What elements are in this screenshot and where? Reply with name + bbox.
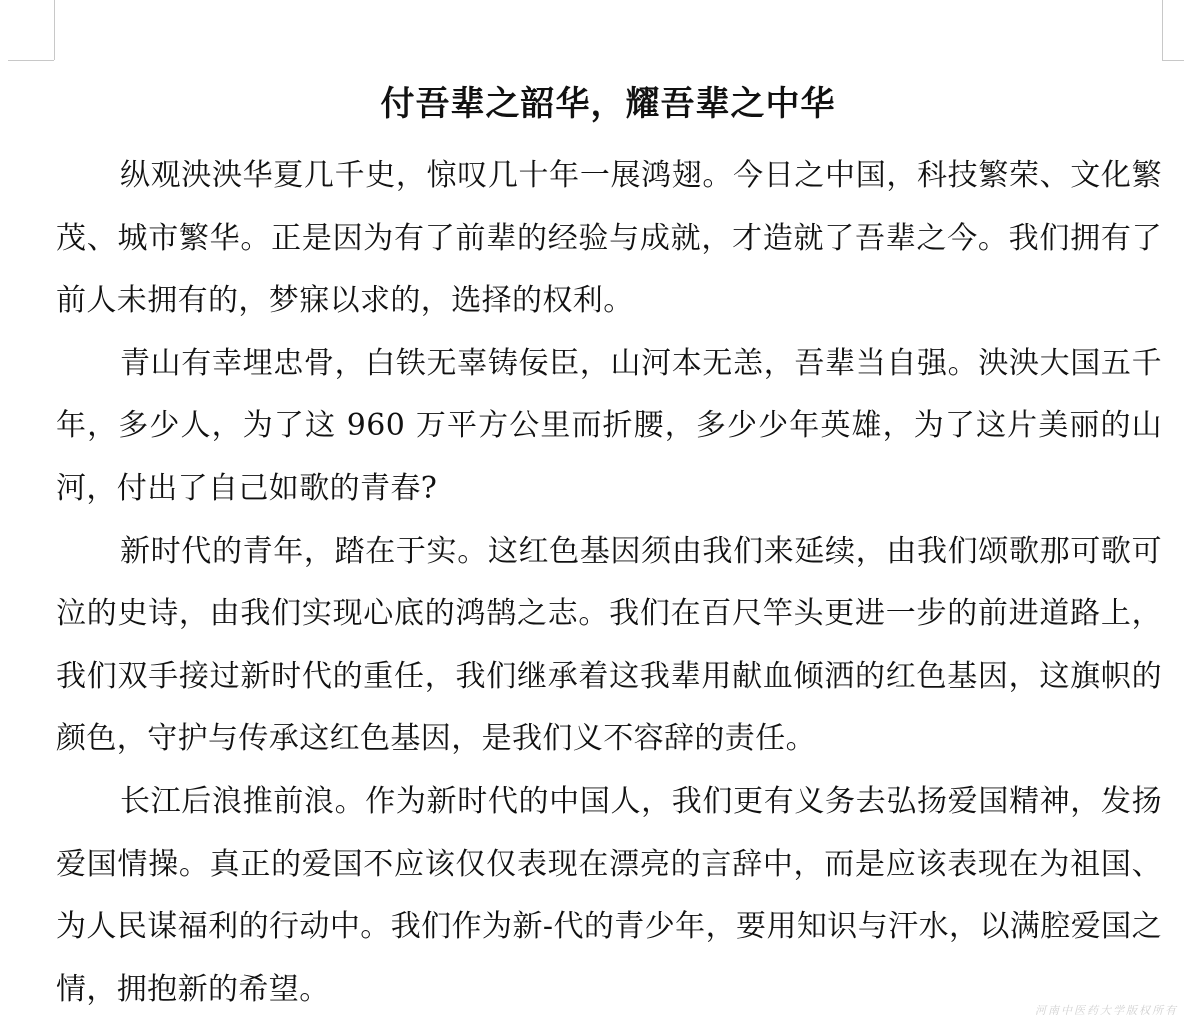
copyright-watermark: 河南中医药大学版权所有 — [1035, 1004, 1178, 1017]
page-corner-mark-top-right-horizontal — [1162, 60, 1184, 61]
document-title: 付吾辈之韶华，耀吾辈之中华 — [380, 84, 836, 124]
page-corner-mark-top-right-vertical — [1162, 0, 1163, 60]
page-corner-mark-top-left-vertical — [54, 0, 55, 60]
paragraph-4: 长江后浪推前浪。作为新时代的中国人，我们更有义务去弘扬爱国精神，发扬爱国情操。真正的爱国不应该仅仅表现在漂亮的言辞中，而是应该表现在为祖国、为人民谋福利的行动中。我们作为新-代的青少年，要用知识与汗水，以满腔爱国之情，拥抱新的希望。 — [56, 783, 1162, 1007]
document-body — [56, 145, 1162, 1021]
paragraph-1: 纵观泱泱华夏几千史，惊叹几十年一展鸿翅。今日之中国，科技繁荣、文化繁茂、城市繁华。正是因为有了前辈的经验与成就，才造就了吾辈之今。我们拥有了前人未拥有的，梦寐以求的，选择的权利。 — [56, 158, 1162, 319]
paragraph-3: 新时代的青年，踏在于实。这红色基因须由我们来延续，由我们颂歌那可歌可泣的史诗，由我们实现心底的鸿鹄之志。我们在百尺竿头更进一步的前进道路上，我们双手接过新时代的重任，我们继承着这我辈用献血倾洒的红色基因，这旗帜的颜色，守护与传承这红色基因，是我们义不容辞的责任。 — [56, 533, 1162, 757]
paragraph-2: 青山有幸埋忠骨，白铁无辜铸佞臣，山河本无恙，吾辈当自强。泱泱大国五千年，多少人，为了这 960 万平方公里而折腰，多少少年英雄，为了这片美丽的山河，付出了自己如歌的青春? — [56, 345, 1162, 506]
page-corner-mark-top-left-horizontal — [8, 60, 54, 61]
